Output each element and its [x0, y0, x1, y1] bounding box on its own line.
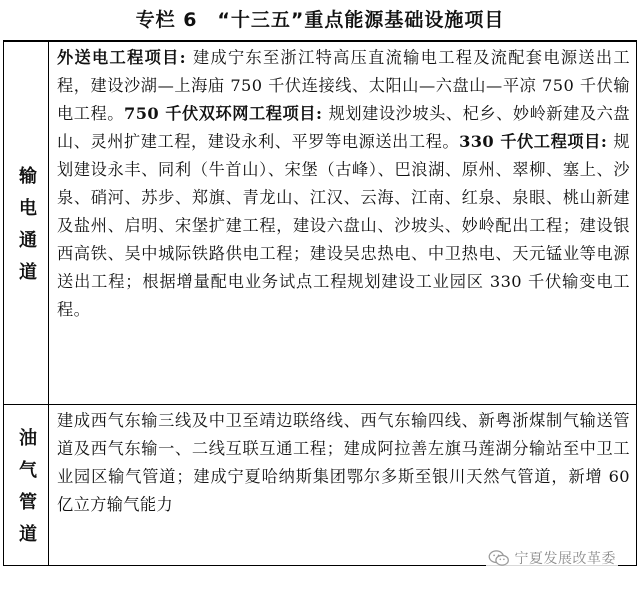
content-cell-oil-gas-pipelines — [49, 405, 636, 565]
watermark-text: 宁夏发展改革委 — [514, 551, 616, 567]
wechat-icon — [488, 550, 510, 566]
category-cell — [4, 405, 49, 565]
heading-750kv-ring-projects: 750 千伏双环网工程项目: — [124, 104, 329, 123]
text-outbound-power-projects: 建成宁东至浙江特高压直流输电工程及流配套电源送出工程，建设沙湖—上海庙 750 千伏连接线、太阳山—六盘山—平凉 750 千伏输电工程。 — [57, 48, 630, 123]
source-watermark — [486, 548, 619, 568]
category-label-oil-gas-pipelines: 油气管道 — [16, 428, 37, 556]
page-title: 专栏 6 “十三五”重点能源基础设施项目 — [135, 9, 505, 31]
heading-outbound-power-projects: 外送电工程项目: — [57, 48, 193, 67]
text-pipeline-projects: 建成西气东输三线及中卫至靖边联络线、西气东输四线、新粤浙煤制气输送管道及西气东输一、二线互联互通工程；建成阿拉善左旗马莲湖分输站至中卫工业园区输气管道；建成宁夏哈纳斯集团鄂尔多斯至银川天然气管道，新增 60 亿立方输气能力 — [57, 411, 630, 514]
category-cell — [4, 42, 49, 404]
table-row-oil-gas-pipelines — [4, 404, 636, 565]
table-row-power-transmission — [4, 42, 636, 404]
category-label-power-transmission: 输电通道 — [16, 166, 37, 294]
content-cell-power-transmission — [49, 42, 636, 404]
text-330kv-projects: 规划建设永丰、同利（牛首山）、宋堡（古峰）、巴浪湖、原州、翠柳、塞上、沙泉、硝河、苏步、郑旗、青龙山、江汉、云海、江南、红泉、泉眼、桃山新建及盐州、启明、宋堡扩建工程，建设六盘山、沙坡头、妙岭配出工程；建设银西高铁、吴中城际铁路供电工程；建设吴忠热电、中卫热电、天元锰业等电源送出工程；根据增量配电业务试点工程规划建设工业园区 330 千伏输变电工程。 — [57, 132, 630, 319]
heading-330kv-projects: 330 千伏工程项目: — [459, 132, 614, 151]
text-750kv-ring-projects: 规划建设沙坡头、杞乡、妙岭新建及六盘山、灵州扩建工程，建设永利、平罗等电源送出工程。 — [57, 104, 630, 151]
project-table — [3, 42, 637, 566]
